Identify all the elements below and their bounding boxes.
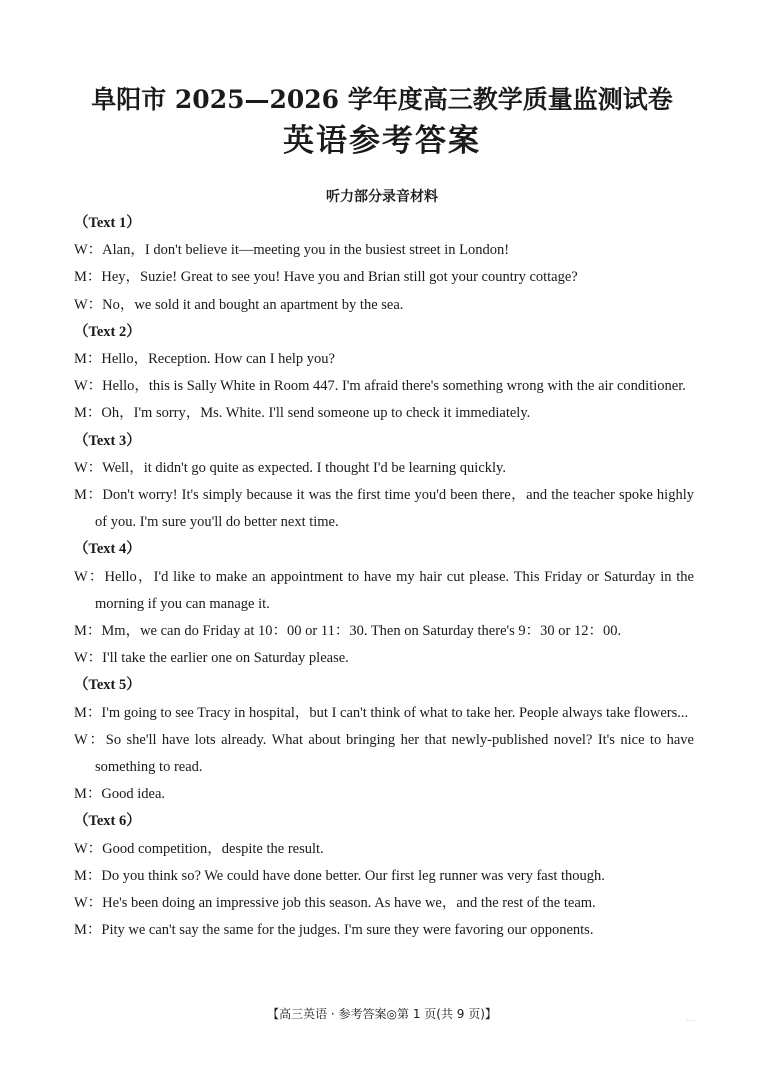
- text-label: （Text 5）: [74, 677, 141, 694]
- dialogue-line: M：Do you think so? We could have done better. Our first leg runner was very fast though.: [74, 867, 605, 884]
- dialogue-line: W：Hello，this is Sally White in Room 447. I'm afraid there's something wrong with the air conditioner.: [74, 378, 686, 395]
- dialogue-line: M：Pity we can't say the same for the judges. I'm sure they were favoring our opponents.: [74, 922, 594, 939]
- dialogue-line: W：No，we sold it and bought an apartment by the sea.: [74, 296, 404, 313]
- dialogue-line: M：Oh，I'm sorry，Ms. White. I'll send someone up to check it immediately.: [74, 405, 531, 422]
- dialogue-line: M：Hey，Suzie! Great to see you! Have you and Brian still got your country cottage?: [74, 269, 578, 286]
- dialogue-line: W：Alan，I don't believe it—meeting you in the busiest street in London!: [74, 242, 510, 259]
- dialogue-line: W：He's been doing an impressive job this season. As have we，and the rest of the team.: [74, 895, 596, 912]
- dialogue-line: W：So she'll have lots already. What about bringing her that newly-published novel? It's nice to have something to read.: [74, 731, 694, 776]
- dialogue-line: M：Good idea.: [74, 786, 166, 803]
- dialogue-line: W：Well，it didn't go quite as expected. I thought I'd be learning quickly.: [74, 459, 506, 476]
- dialogue-line: W：Good competition，despite the result.: [74, 840, 324, 857]
- page-footer: 【高三英语 · 参考答案◎第 1 页(共 9 页)】: [267, 1007, 497, 1021]
- text-label: （Text 6）: [74, 813, 141, 830]
- text-label: （Text 1）: [74, 215, 141, 231]
- exam-title: 阜阳市 2025—2026 学年度高三教学质量监测试卷: [91, 85, 673, 114]
- dialogue-line: W：I'll take the earlier one on Saturday please.: [74, 650, 349, 667]
- dialogue-line: W：Hello，I'd like to make an appointment to have my hair cut please. This Friday or Saturday in the morning if you can manage it.: [74, 568, 694, 612]
- section-heading: 听力部分录音材料: [326, 189, 438, 205]
- text-label: （Text 4）: [74, 541, 141, 558]
- dialogue-line: M：Mm，we can do Friday at 10：00 or 11：30. Then on Saturday there's 9：30 or 12：00.: [74, 623, 622, 640]
- dialogue-line: M：Don't worry! It's simply because it was the first time you'd been there，and the teacher spoke highly of you. I'm sure you'll do better next time.: [74, 487, 694, 531]
- text-label: （Text 3）: [74, 432, 141, 449]
- transcript-body: [74, 210, 694, 944]
- text-label: （Text 2）: [74, 323, 141, 340]
- corner-mark: ....: [686, 1014, 697, 1023]
- dialogue-line: M：I'm going to see Tracy in hospital，but I can't think of what to take her. People always take flowers...: [74, 704, 689, 721]
- answer-key-title: 英语参考答案: [283, 123, 481, 159]
- dialogue-line: M：Hello，Reception. How can I help you?: [74, 351, 335, 368]
